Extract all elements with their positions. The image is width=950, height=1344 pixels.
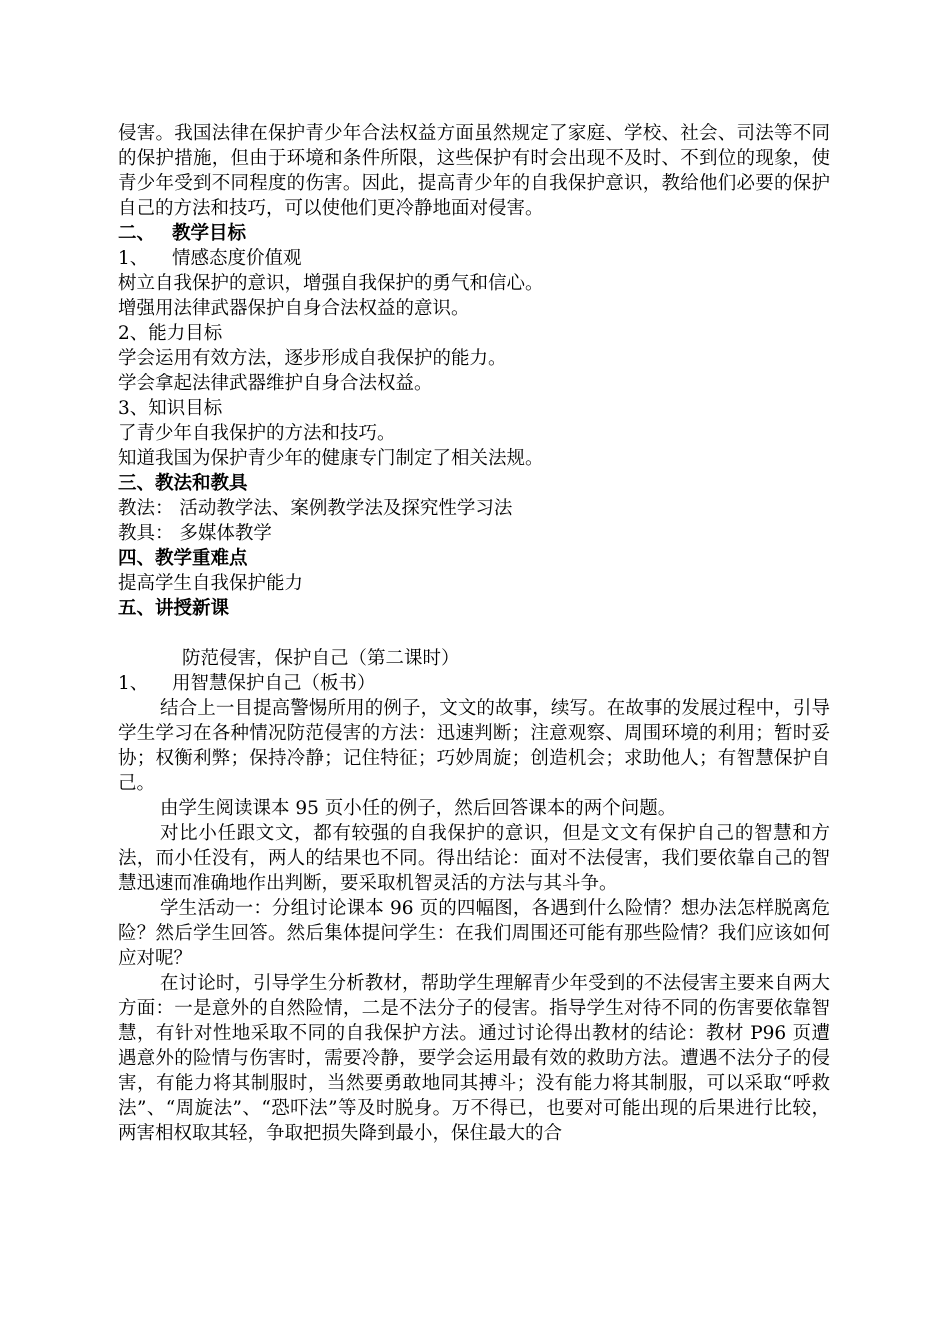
text-line: 学会运用有效方法，逐步形成自我保护的能力。 bbox=[118, 348, 507, 369]
text-line: 教法： 活动教学法、案例教学法及探究性学习法 bbox=[118, 498, 513, 519]
intro-paragraph: 侵害。我国法律在保护青少年合法权益方面虽然规定了家庭、学校、社会、司法等不同的保护措施，但由于环境和条件所限，这些保护有时会出现不及时、不到位的现象，使青少年受到不同程度的伤害。因此，提高青少年的自我保护意识，教给他们必要的保护自己的方法和技巧，可以使他们更冷静地面对侵害。 bbox=[118, 123, 830, 219]
subheading-number: 1、 bbox=[118, 673, 149, 694]
section-heading-objectives bbox=[118, 221, 830, 246]
section-heading-methods: 三、教法和教具 bbox=[118, 473, 248, 494]
subheading-knowledge: 3、知识目标 bbox=[118, 398, 223, 419]
text-line: 学会拿起法律武器维护自身合法权益。 bbox=[118, 373, 433, 394]
subheading-emotion bbox=[118, 246, 830, 271]
subheading-ability: 2、能力目标 bbox=[118, 323, 223, 344]
blank-line bbox=[118, 621, 830, 646]
text-line: 教具： 多媒体教学 bbox=[118, 523, 272, 544]
text-line: 增强用法律武器保护自身合法权益的意识。 bbox=[118, 298, 470, 319]
section-number: 二、 bbox=[118, 223, 156, 244]
section-heading-newlesson: 五、讲授新课 bbox=[118, 598, 230, 619]
body-paragraph: 对比小任跟文文，都有较强的自我保护的意识，但是文文有保护自己的智慧和方法，而小任没有，两人的结果也不同。得出结论：面对不法侵害，我们要依靠自己的智慧迅速而准确地作出判断，要采取机智灵活的方法与其斗争。 bbox=[118, 823, 830, 894]
subheading-title: 情感态度价值观 bbox=[172, 248, 302, 269]
body-paragraph: 由学生阅读课本 95 页小任的例子，然后回答课本的两个问题。 bbox=[160, 798, 677, 819]
subheading-number: 1、 bbox=[118, 248, 149, 269]
section-title: 教学目标 bbox=[172, 223, 247, 244]
body-paragraph: 在讨论时，引导学生分析教材，帮助学生理解青少年受到的不法侵害主要来自两大方面：一是意外的自然险情，二是不法分子的侵害。指导学生对待不同的伤害要依靠智慧，有针对性地采取不同的自我保护方法。通过讨论得出教材的结论：教材 P96 页遭遇意外的险情与伤害时，需要冷静，要学会运用最有效的救助方法。遭遇不法分子的侵害，有能力将其制服时，当然要勇敢地同其搏斗；没有能力将其制服，可以采取“呼救法”、“周旋法”、“恐吓法”等及时脱身。万不得已，也要对可能出现的后果进行比较，两害相权取其轻，争取把损失降到最小，保住最大的合 bbox=[118, 973, 830, 1144]
text-line: 知道我国为保护青少年的健康专门制定了相关法规。 bbox=[118, 448, 544, 469]
text-line: 提高学生自我保护能力 bbox=[118, 573, 304, 594]
body-paragraph: 结合上一目提高警惕所用的例子，文文的故事，续写。在故事的发展过程中，引导学生学习在各种情况防范侵害的方法：迅速判断；注意观察、周围环境的利用；暂时妥协；权衡利弊；保持冷静；记住特征；巧妙周旋；创造机会；求助他人；有智慧保护自己。 bbox=[118, 698, 830, 794]
subheading-title: 用智慧保护自己（板书） bbox=[172, 673, 376, 694]
body-paragraph: 学生活动一：分组讨论课本 96 页的四幅图，各遇到什么险情？想办法怎样脱离危险？然后学生回答。然后集体提问学生：在我们周围还可能有那些险情？我们应该如何应对呢？ bbox=[118, 898, 830, 969]
document-page bbox=[118, 121, 830, 1146]
subheading-wisdom bbox=[118, 671, 830, 696]
section-heading-keypoints: 四、教学重难点 bbox=[118, 548, 248, 569]
lesson-title: 防范侵害，保护自己（第二课时） bbox=[182, 648, 460, 669]
text-line: 了青少年自我保护的方法和技巧。 bbox=[118, 423, 396, 444]
text-line: 树立自我保护的意识，增强自我保护的勇气和信心。 bbox=[118, 273, 544, 294]
